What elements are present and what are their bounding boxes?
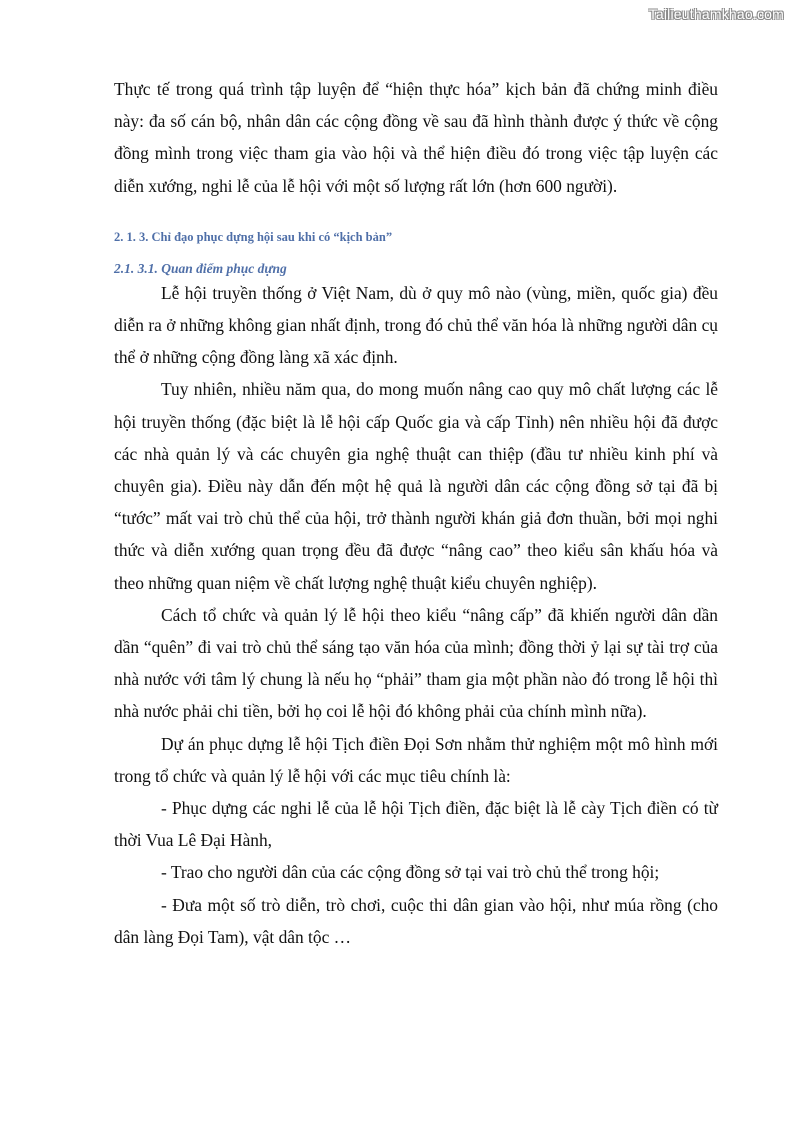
list-item-1: - Phục dựng các nghi lễ của lễ hội Tịch điền, đặc biệt là lễ cày Tịch điền có từ thời Vua Lê Đại Hành, — [114, 798, 718, 851]
subsection-heading: 2.1. 3.1. Quan điểm phục dựng — [114, 260, 287, 276]
paragraph-2: Tuy nhiên, nhiều năm qua, do mong muốn nâng cao quy mô chất lượng các lễ hội truyền thống (đặc biệt là lễ hội cấp Quốc gia và cấp Tỉnh) nên nhiều hội đã được các nhà quản lý và các chuyên gia nghệ thuật can thiệp (đầu tư nhiều kinh phí và chuyên gia). Điều này dẫn đến một hệ quả là người dân các cộng đồng sở tại đã bị “tước” mất vai trò chủ thể của hội, trở thành người khán giả đơn thuần, bởi mọi nghi thức và diễn xướng quan trọng đều đã được “nâng cao” theo kiểu sân khấu hóa và theo những quan niệm về chất lượng nghệ thuật kiểu chuyên nghiệp). — [114, 379, 718, 593]
watermark: Tailieuthamkhao.com — [648, 6, 784, 22]
list-item-2: - Trao cho người dân của các cộng đồng sở tại vai trò chủ thể trong hội; — [161, 862, 660, 883]
paragraph-4: Dự án phục dựng lễ hội Tịch điền Đọi Sơn nhằm thử nghiệm một mô hình mới trong tổ chức và quản lý lễ hội với các mục tiêu chính là: — [114, 733, 718, 786]
paragraph-1: Lễ hội truyền thống ở Việt Nam, dù ở quy mô nào (vùng, miền, quốc gia) đều diễn ra ở những không gian nhất định, trong đó chủ thể văn hóa là những người dân cụ thể ở những cộng đồng làng xã xác định. — [114, 282, 718, 368]
section-heading: 2. 1. 3. Chỉ đạo phục dựng hội sau khi có “kịch bản” — [114, 229, 393, 244]
paragraph-intro: Thực tế trong quá trình tập luyện để “hiện thực hóa” kịch bản đã chứng minh điều này: đa số cán bộ, nhân dân các cộng đồng về sau đã hình thành được ý thức về cộng đồng mình trong việc tham gia vào hội và thể hiện điều đó trong việc tập luyện các diễn xướng, nghi lễ của lễ hội với một số lượng rất lớn (hơn 600 người). — [114, 79, 718, 196]
list-item-3: - Đưa một số trò diễn, trò chơi, cuộc thi dân gian vào hội, như múa rồng (cho dân làng Đọi Tam), vật dân tộc … — [114, 894, 718, 947]
paragraph-3: Cách tổ chức và quản lý lễ hội theo kiểu “nâng cấp” đã khiến người dân dần dần “quên” đi vai trò chủ thể sáng tạo văn hóa của mình; đồng thời ỷ lại sự tài trợ của nhà nước với tâm lý chung là nếu họ “phải” tham gia một phần nào đó trong lễ hội thì nhà nước phải chi tiền, bởi họ coi lễ hội đó không phải của chính mình nữa). — [114, 604, 718, 722]
document-body — [114, 73, 718, 953]
